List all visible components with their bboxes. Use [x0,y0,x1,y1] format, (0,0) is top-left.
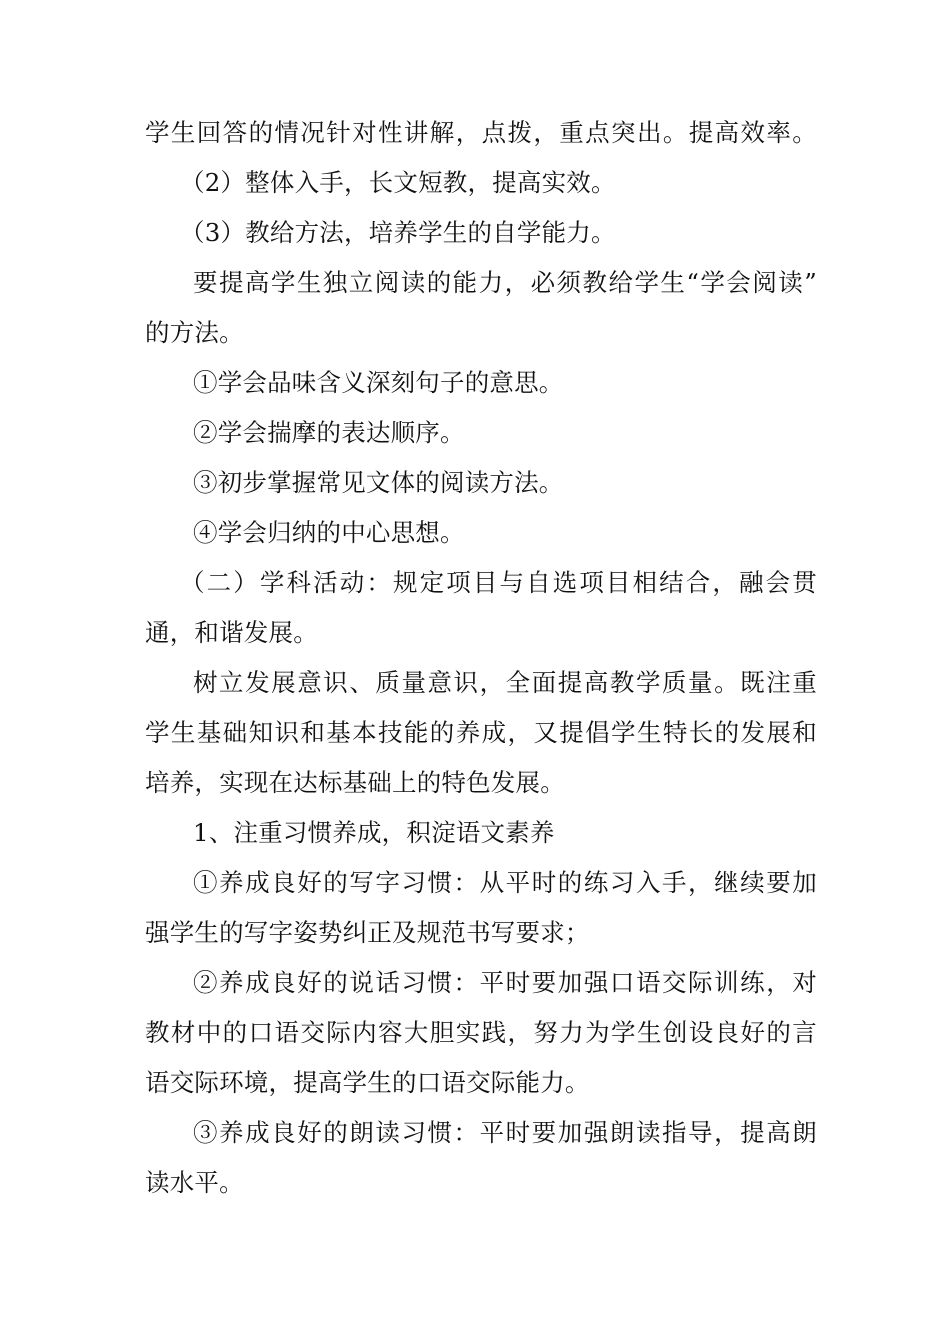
paragraph-line: 培养，实现在达标基础上的特色发展。 [145,768,565,797]
habit-item-1-continued: 强学生的写字姿势纠正及规范书写要求； [145,918,590,947]
habit-item-3: ③养成良好的朗读习惯：平时要加强朗读指导，提高朗 [193,1118,817,1147]
method-item-3: ③初步掌握常见文体的阅读方法。 [193,468,564,497]
paragraph-line: 学生基础知识和基本技能的养成，又提倡学生特长的发展和 [145,718,817,747]
list-item-2: （2）整体入手，长文短教，提高实效。 [180,168,616,197]
subsection-heading: 1、注重习惯养成，积淀语文素养 [193,818,555,847]
paragraph-line: 树立发展意识、质量意识，全面提高教学质量。既注重 [193,668,817,697]
section-heading-continued: 通，和谐发展。 [145,618,318,647]
method-item-1: ①学会品味含义深刻句子的意思。 [193,368,564,397]
habit-item-2-continued: 语交际环境，提高学生的口语交际能力。 [145,1068,590,1097]
section-heading: （二）学科活动：规定项目与自选项目相结合，融会贯 [180,568,817,597]
method-item-2: ②学会揣摩的表达顺序。 [193,418,465,447]
paragraph-line: 的方法。 [145,318,244,347]
habit-item-3-continued: 读水平。 [145,1168,244,1197]
habit-item-2-continued: 教材中的口语交际内容大胆实践，努力为学生创设良好的言 [145,1018,817,1047]
paragraph-line: 学生回答的情况针对性讲解，点拨，重点突出。提高效率。 [145,118,817,147]
method-item-4: ④学会归纳的中心思想。 [193,518,465,547]
habit-item-1: ①养成良好的写字习惯：从平时的练习入手，继续要加 [193,868,817,897]
list-item-3: （3）教给方法，培养学生的自学能力。 [180,218,616,247]
habit-item-2: ②养成良好的说话习惯：平时要加强口语交际训练，对 [193,968,817,997]
paragraph-line: 要提高学生独立阅读的能力，必须教给学生“学会阅读” [193,268,817,297]
